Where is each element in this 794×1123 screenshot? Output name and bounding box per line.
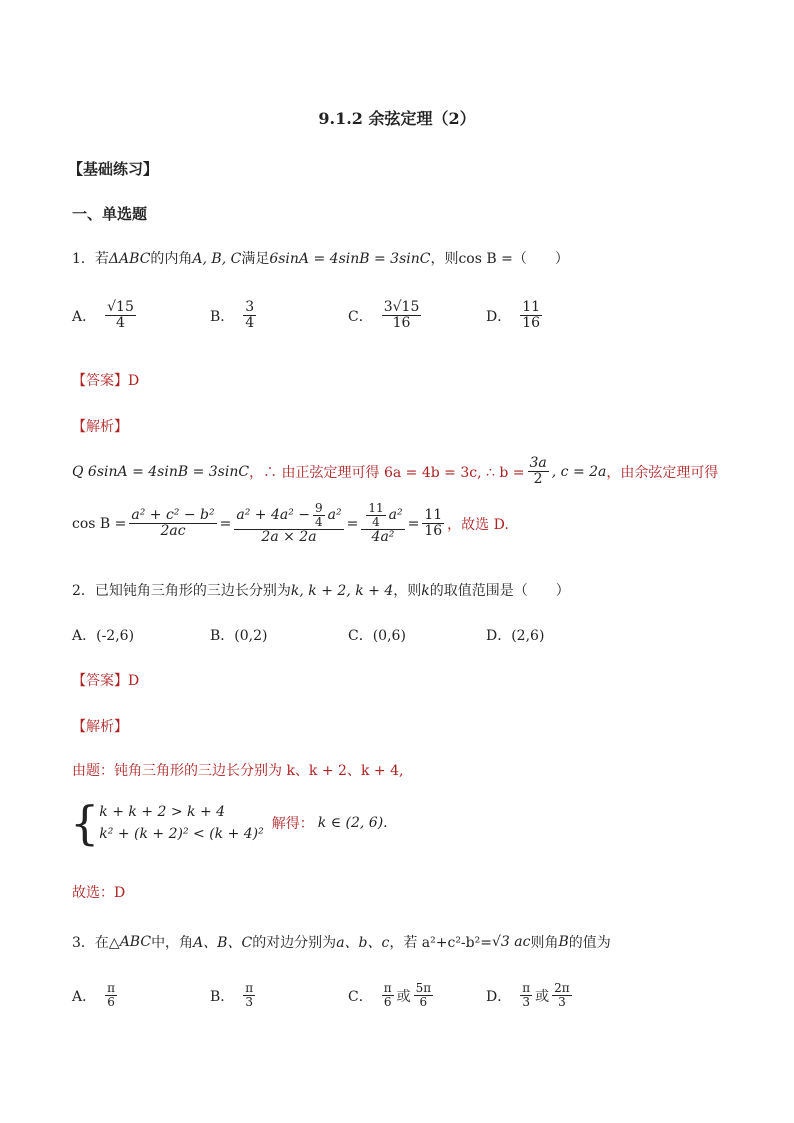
q3-abc: ABC [119,934,152,950]
section-basic-practice: 【基础练习】 [68,160,159,178]
q1-option-b-den: 4 [245,315,255,332]
q2-option-c[interactable]: C．(0,6) [348,628,406,644]
q1-sol-cosine-rule: ，由余弦定理可得 [606,464,719,481]
q1-sol2-frac1-den: 2ac [160,523,186,540]
q1-answer-label: 【答案】 [72,373,128,389]
q1-solution-line1 [72,456,718,488]
q1-answer [72,370,139,390]
q1-sol2-frac2 [234,502,343,546]
q1-option-c-label: C． [348,308,373,325]
q1-sol2-frac3-inner [366,502,385,529]
q1-sol-b-fraction [528,456,549,488]
q3-stem-b: 中，角 [151,935,194,951]
q1-sol-c: , c = 2a [551,463,607,480]
q2-system-line1: k + k + 2 > k + 4 [99,804,226,820]
page-title: 9.1.2 余弦定理（2） [318,109,476,128]
q3-option-d[interactable] [486,982,575,1009]
q2-k: k [421,583,430,599]
q3-option-b-label: B． [210,988,235,1005]
q2-analysis-label: 【解析】 [72,719,128,735]
q2-system-lines [99,801,263,845]
q3-stem [72,932,611,952]
q2-stem-c: 的取值范围是（ ） [429,583,570,599]
q1-sol-sine-rule: ，∴ 由正弦定理可得 6a = 4b = 3c, ∴ b = [249,464,525,481]
q1-option-c-fraction [382,300,422,332]
q1-sol2-frac2-inner-den: 4 [315,515,323,530]
q1-sol2-frac4-num: 11 [424,506,443,523]
q1-sol2-frac2-num-b: a² [327,506,342,523]
q1-option-b-num: 3 [245,299,255,315]
q3-option-a-label: A． [72,988,97,1005]
q1-answer-value: D [128,373,140,389]
q3-option-b-den: 3 [245,995,254,1010]
q1-option-b-label: B． [210,308,235,325]
q1-option-d[interactable] [486,300,545,332]
q3-option-b-fraction [243,982,255,1009]
q2-system-line2: k² + (k + 2)² < (k + 4)² [99,826,264,842]
q2-stem-a: 2．已知钝角三角形的三边长分别为 [72,583,291,599]
q3-option-d-fraction2 [552,982,572,1009]
q3-stem-a: 3．在△ [72,935,120,951]
q3-option-b-num: π [245,981,254,995]
q1-sol2-frac3-den: 4a² [371,529,395,546]
q2-option-b[interactable]: B．(0,2) [210,628,268,644]
q1-option-d-num: 11 [522,299,541,315]
q2-option-d[interactable]: D．(2,6) [486,628,545,644]
q1-sol2-frac4-den: 16 [424,523,443,540]
q2-solve-label: 解得： [271,816,314,832]
q1-sol2-frac2-inner-num: 9 [315,501,323,515]
q1-option-a-den: 4 [116,315,125,332]
q3-option-c-fraction2 [414,982,434,1009]
q1-stem-prefix: 1．若 [72,251,109,267]
q3-option-c[interactable] [348,982,436,1009]
q3-option-d-num1: π [522,981,531,995]
q1-option-b[interactable] [210,300,259,332]
q1-sol2-frac4 [422,508,444,540]
q1-sol-b-num: 3a [529,455,547,471]
q3-stem-c: 的对边分别为 [252,935,337,951]
q1-option-a-fraction [105,300,136,332]
q1-ask: ，则cos B =（ ） [430,251,569,267]
q3-stem-f: 的值为 [568,935,611,951]
q1-sol2-frac3-inner-den: 4 [372,515,380,530]
q3-option-c-or: 或 [396,988,411,1005]
q1-option-c-den: 16 [392,315,411,332]
q1-sol-given: Q 6sinA = 4sinB = 3sinC [72,463,250,480]
q2-option-a[interactable]: A．(-2,6) [72,628,135,644]
q1-angles: A, B, C [192,251,242,267]
q3-option-d-fraction1 [520,982,532,1009]
q1-option-a[interactable] [72,300,139,332]
q1-solution-line2: cos B = $\frac{\text{a² + c² − b²}}{2ac}$ = a² + 4a² − $\frac{9}{4}$ a² 2a × 2a = $\frac{11}{4}$ a² 4a² = $\frac{11}{16}$ ，故选 D. [72,501,509,546]
q1-sol2-frac2-num [234,502,343,530]
q3-option-c-num2: 5π [415,981,432,995]
q3-option-d-num2: 2π [554,981,570,995]
q3-angles: A、B、C [193,935,253,951]
q1-stem [72,248,569,268]
q3-option-d-or: 或 [535,988,550,1005]
q1-option-d-label: D． [486,308,512,325]
q1-option-a-label: A． [72,308,97,325]
q3-option-a-den: 6 [107,995,115,1010]
q2-result: k ∈ (2, 6). [317,815,388,831]
q1-sol2-frac3-inner-num: 11 [368,501,384,515]
q2-brace: { [70,796,100,850]
q1-sol2-lhs: cos B = [72,515,127,532]
q3-option-c-num1: π [383,981,392,995]
q2-sides: k, k + 2, k + 4 [290,583,394,599]
q3-option-c-fraction1 [382,982,394,1009]
q1-sol2-frac3-num [361,502,404,530]
q3-stem-d: ，若 a²+c²-b²= [389,935,492,951]
q3-option-a-num: π [107,981,116,995]
section-single-choice: 一、单选题 [72,205,148,223]
q1-sol2-frac1-num: a² + c² − b² [131,506,215,523]
q2-conclusion: 故选：D [72,885,126,901]
q3-B: B [558,934,569,950]
q2-solution-line: 由题：钝角三角形的三边长分别为 k、k + 2、k + 4, [72,763,404,779]
q3-option-c-den2: 6 [419,995,428,1010]
q1-option-d-fraction [520,300,542,332]
q1-analysis-label: 【解析】 [72,419,128,435]
q1-option-d-den: 16 [522,315,541,332]
q2-answer [72,670,139,690]
q2-stem [72,580,570,600]
q1-stem-mid: 的内角 [150,251,193,267]
q3-option-c-den1: 6 [383,995,392,1010]
q2-answer-value: D [128,673,140,689]
q2-answer-label: 【答案】 [72,673,128,689]
q2-inequality-system [70,796,388,850]
q1-sol-b-den: 2 [533,471,543,488]
q3-option-d-label: D． [486,988,512,1005]
q1-option-c-num: 3√15 [383,299,420,315]
q1-option-b-fraction [243,300,256,332]
q1-sol2-frac3 [361,502,404,546]
q3-option-d-den2: 3 [558,995,566,1010]
q3-option-d-den1: 3 [522,995,530,1010]
q3-sides: a、b、c [336,935,390,951]
q3-stem-e: 则角 [530,935,559,951]
q1-sol2-conclusion: ，故选 D. [447,516,509,533]
q3-option-c-label: C． [348,988,373,1005]
q1-option-c[interactable] [348,300,424,332]
q1-option-a-num: √15 [107,299,134,315]
q3-root: √3 ac [491,934,531,950]
q1-condition: 6sinA = 4sinB = 3sinC [269,251,431,267]
q3-option-a[interactable] [72,982,120,1009]
q1-cond-lead: 满足 [241,251,270,267]
q1-triangle: ΔABC [108,251,151,267]
q1-sol2-frac2-num-a: a² + 4a² − [236,506,310,523]
q3-option-a-fraction [105,982,117,1009]
q3-option-b[interactable] [210,982,258,1009]
q1-sol2-frac2-den: 2a × 2a [261,529,317,546]
q1-sol2-frac3-num-b: a² [388,506,403,523]
q2-stem-b: ，则 [393,583,422,599]
q1-sol2-frac2-inner [313,502,325,529]
q1-sol2-frac1 [129,508,216,540]
